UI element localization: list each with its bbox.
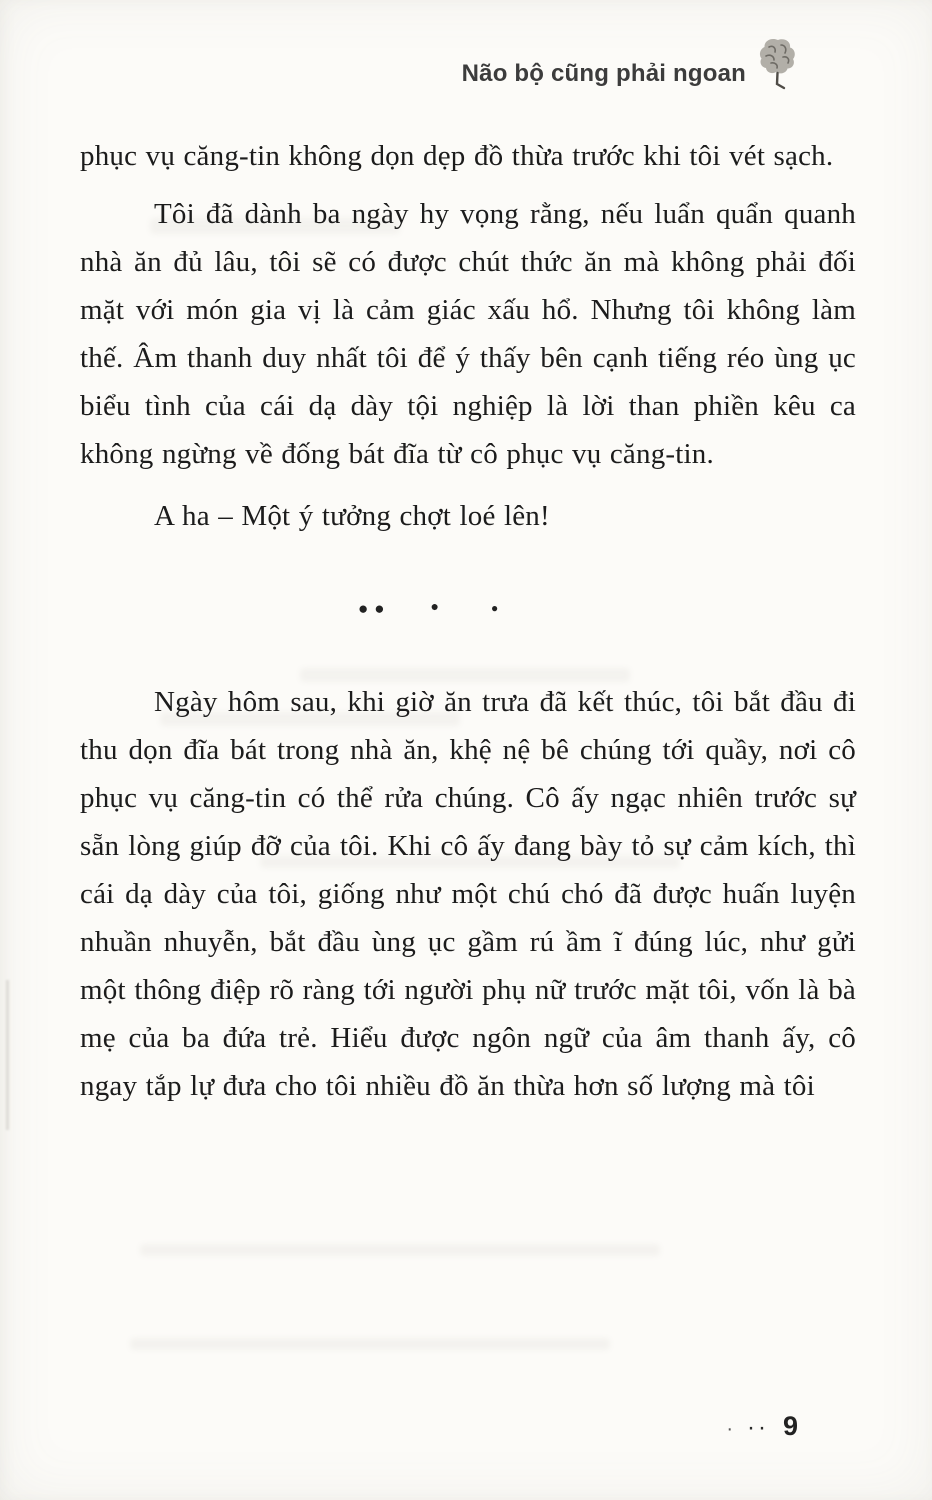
bleed-through-smudge <box>140 1244 660 1256</box>
footer-dot: · <box>726 1418 733 1440</box>
page-header <box>0 36 800 94</box>
paragraph: A ha – Một ý tưởng chợt loé lên! <box>154 500 550 532</box>
paragraph: phục vụ căng-tin không dọn dẹp đồ thừa trước khi tôi vét sạch. <box>80 140 834 172</box>
page-number: 9 <box>782 1411 798 1441</box>
brain-icon <box>756 36 800 94</box>
scene-divider <box>80 596 856 620</box>
footer-dots: ·· <box>746 1414 769 1441</box>
divider-dot: ● <box>430 600 446 615</box>
divider-dot: ● <box>491 601 505 615</box>
paragraph: Tôi đã dành ba ngày hy vọng rằng, nếu luẩn quẩn quanh nhà ăn đủ lâu, tôi sẽ có được chút thức ăn mà không phải đối mặt với món gia vị là cảm giác xấu hổ. Nhưng tôi không làm thế. Âm thanh duy nhất tôi để ý thấy bên cạnh tiếng réo ùng ục biểu tình của cái dạ dày tội nghiệp là lời than phiền kêu ca không ngừng về đống bát đĩa từ cô phục vụ căng-tin. <box>80 198 856 470</box>
page-edge-mark <box>6 980 9 1130</box>
bleed-through-smudge <box>130 1338 610 1350</box>
divider-dots: ●● <box>358 598 391 618</box>
page-body <box>80 132 856 1120</box>
running-title: Não bộ cũng phải ngoan <box>461 60 746 87</box>
paragraph: Ngày hôm sau, khi giờ ăn trưa đã kết thúc, tôi bắt đầu đi thu dọn đĩa bát trong nhà ăn, khệ nệ bê chúng tới quầy, nơi cô phục vụ căng-tin có thể rửa chúng. Cô ấy ngạc nhiên trước sự sẵn lòng giúp đỡ của tôi. Khi cô ấy đang bày tỏ sự cảm kích, thì cái dạ dày của tôi, giống như một chú chó đã được huấn luyện nhuần nhuyễn, bắt đầu ùng ục gầm rú ầm ĩ đúng lúc, như gửi một thông điệp rõ ràng tới người phụ nữ trước mặt tôi, vốn là bà mẹ của ba đứa trẻ. Hiểu được ngôn ngữ của âm thanh ấy, cô ngay tắp lự đưa cho tôi nhiều đồ ăn thừa hơn số lượng mà tôi <box>80 686 856 1102</box>
page-footer <box>726 1411 798 1442</box>
